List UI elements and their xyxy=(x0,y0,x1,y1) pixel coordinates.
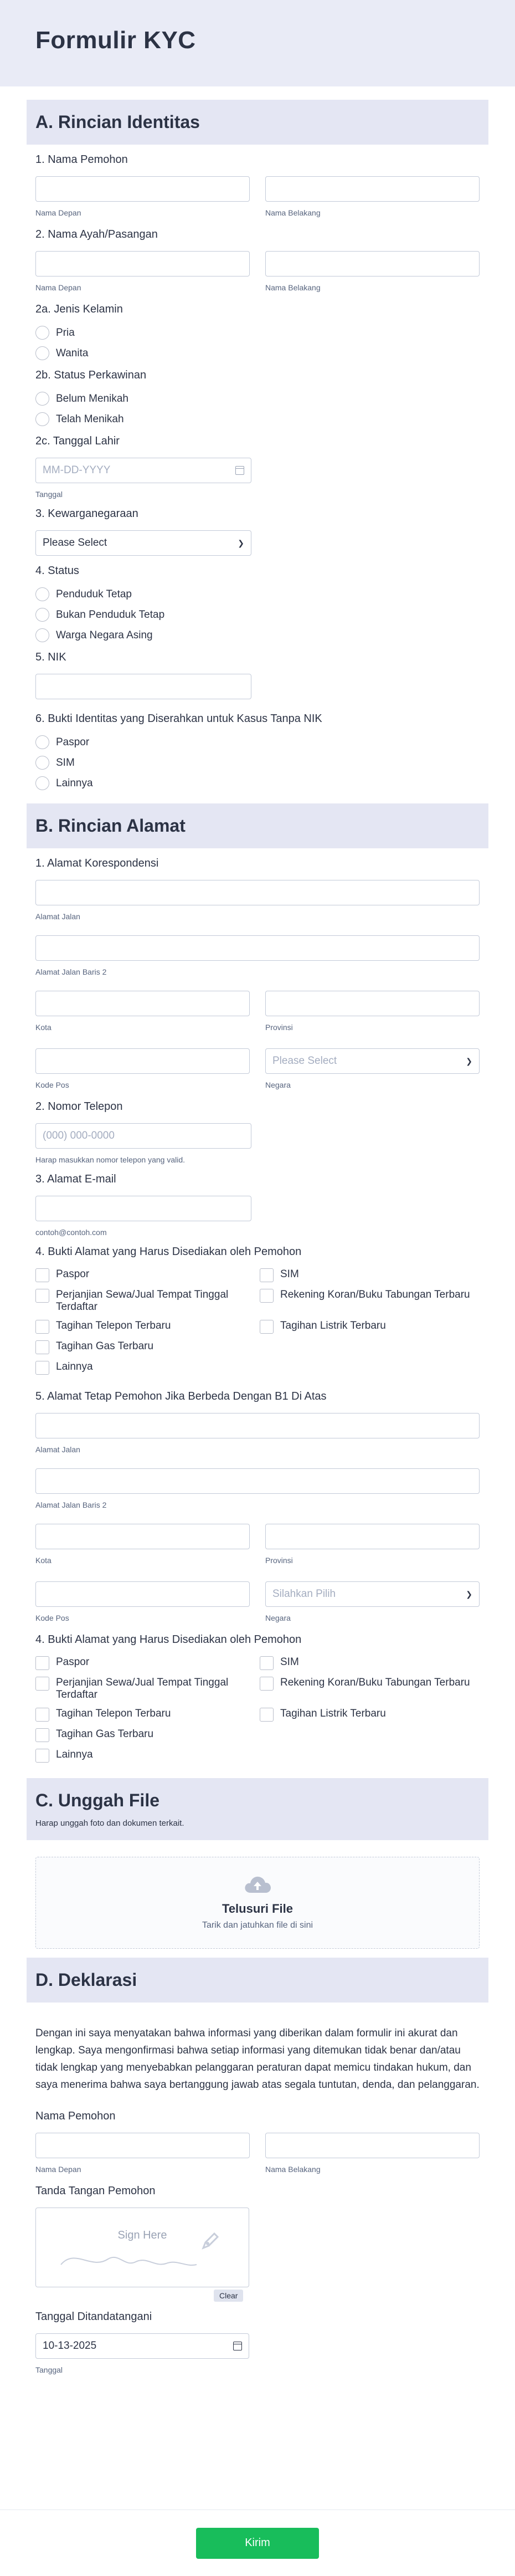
proof-option-other[interactable] xyxy=(35,1361,260,1375)
declaration-name-label: Nama Pemohon xyxy=(35,2110,116,2122)
street-input[interactable] xyxy=(35,880,480,905)
checkbox[interactable] xyxy=(260,1289,274,1303)
street-sublabel: Alamat Jalan xyxy=(35,1445,80,1454)
submit-button[interactable]: Kirim xyxy=(196,2528,319,2559)
option-label: SIM xyxy=(280,1656,299,1668)
date-placeholder: MM-DD-YYYY xyxy=(43,464,111,476)
id-proof-option-other[interactable] xyxy=(35,776,480,790)
section-a-header xyxy=(27,100,488,145)
chevron-down-icon: ❯ xyxy=(466,1589,472,1599)
proof-option-bank-statement[interactable] xyxy=(260,1289,484,1313)
parent-spouse-name-label: 2. Nama Ayah/Pasangan xyxy=(35,228,158,240)
option-label: Paspor xyxy=(56,1656,90,1668)
calendar-icon[interactable] xyxy=(233,2342,242,2350)
date-of-birth-field xyxy=(27,435,488,499)
form-body xyxy=(0,86,515,2374)
radio-button[interactable] xyxy=(35,326,49,340)
address-proof-label: 4. Bukti Alamat yang Harus Disediakan oleh Pemohon xyxy=(35,1246,302,1258)
residency-status-field xyxy=(27,565,488,642)
declaration-text: Dengan ini saya menyatakan bahwa informasi yang diberikan dalam formulir ini akurat dan lengkap. Saya mengonfirmasi bahwa setiap informasi yang ditemukan tidak benar dan/atau tidak lengkap yang menyebabkan pelanggaran peraturan dapat memicu tindakan hukum, dan saya menerima bahwa saya bertanggung jawab atas segala tuntutan, denda, dan pelanggaran. xyxy=(35,2027,480,2091)
proof2-option-gas-bill[interactable] xyxy=(35,1728,260,1742)
correspondence-address-field xyxy=(27,857,488,1092)
option-label: Lainnya xyxy=(56,777,93,789)
option-label: Lainnya xyxy=(56,1361,93,1372)
email-label: 3. Alamat E-mail xyxy=(35,1173,116,1185)
parent-spouse-name-field xyxy=(27,228,488,294)
declaration-first-name-input[interactable] xyxy=(35,2133,250,2158)
section-c-title: C. Unggah File xyxy=(35,1790,159,1810)
checkbox[interactable] xyxy=(35,1361,49,1375)
proof2-option-electricity-bill[interactable] xyxy=(260,1708,484,1722)
checkbox[interactable] xyxy=(35,1677,49,1691)
option-label: Penduduk Tetap xyxy=(56,588,132,600)
pen-icon xyxy=(199,2230,221,2252)
checkbox[interactable] xyxy=(35,1708,49,1722)
option-label: Belum Menikah xyxy=(56,392,128,404)
permanent-address-proof-field xyxy=(27,1633,488,1769)
section-a-title: A. Rincian Identitas xyxy=(35,112,200,132)
applicant-first-name-input[interactable] xyxy=(35,176,250,202)
option-label: Perjanjian Sewa/Jual Tempat Tinggal Terdaftar xyxy=(56,1289,229,1313)
signed-date-input[interactable] xyxy=(35,2333,249,2359)
clear-signature-button[interactable]: Clear xyxy=(214,2290,243,2302)
proof-option-lease[interactable] xyxy=(35,1289,260,1313)
checkbox[interactable] xyxy=(35,1656,49,1670)
checkbox[interactable] xyxy=(35,1728,49,1742)
option-label: Telah Menikah xyxy=(56,413,124,425)
city-input[interactable] xyxy=(35,991,250,1016)
radio-button[interactable] xyxy=(35,587,49,601)
applicant-name-label: 1. Nama Pemohon xyxy=(35,153,128,166)
option-label: Tagihan Gas Terbaru xyxy=(56,1728,154,1740)
checkbox[interactable] xyxy=(260,1708,274,1722)
radio-button[interactable] xyxy=(35,628,49,642)
upload-title: Telusuri File xyxy=(222,1902,293,1916)
permanent-city-input[interactable] xyxy=(35,1524,250,1549)
radio-button[interactable] xyxy=(35,735,49,749)
checkbox[interactable] xyxy=(35,1340,49,1354)
option-label: Rekening Koran/Buku Tabungan Terbaru xyxy=(280,1677,470,1688)
signature-pad[interactable] xyxy=(35,2208,249,2287)
address-proof-label: 4. Bukti Alamat yang Harus Disediakan oleh Pemohon xyxy=(35,1633,302,1646)
radio-button[interactable] xyxy=(35,412,49,426)
country-placeholder: Please Select xyxy=(272,1055,337,1067)
citizenship-label: 3. Kewarganegaraan xyxy=(35,508,138,520)
signature-field xyxy=(27,2185,488,2302)
email-input[interactable] xyxy=(35,1196,251,1221)
first-name-sublabel: Nama Depan xyxy=(35,283,81,292)
last-name-sublabel: Nama Belakang xyxy=(265,208,321,217)
date-of-birth-label: 2c. Tanggal Lahir xyxy=(35,435,120,447)
country-sublabel: Negara xyxy=(265,1080,291,1089)
street2-sublabel: Alamat Jalan Baris 2 xyxy=(35,967,107,976)
id-proof-label: 6. Bukti Identitas yang Diserahkan untuk Kasus Tanpa NIK xyxy=(35,713,322,725)
proof2-option-phone-bill[interactable] xyxy=(35,1708,260,1722)
checkbox[interactable] xyxy=(35,1320,49,1334)
date-sublabel: Tanggal xyxy=(35,490,63,499)
nik-field xyxy=(27,651,488,699)
date-sublabel: Tanggal xyxy=(35,2365,63,2374)
form-footer xyxy=(0,2510,515,2576)
section-c-subtitle: Harap unggah foto dan dokumen terkait. xyxy=(35,1819,184,1828)
option-label: Tagihan Gas Terbaru xyxy=(56,1340,154,1352)
section-d-header xyxy=(27,1958,488,2003)
section-d-title: D. Deklarasi xyxy=(35,1970,137,1990)
correspondence-address-label: 1. Alamat Korespondensi xyxy=(35,857,159,869)
nik-label: 5. NIK xyxy=(35,651,66,663)
option-label: Tagihan Listrik Terbaru xyxy=(280,1320,386,1331)
radio-button[interactable] xyxy=(35,776,49,790)
radio-button[interactable] xyxy=(35,608,49,622)
checkbox[interactable] xyxy=(35,1749,49,1763)
residency-status-label: 4. Status xyxy=(35,565,79,577)
proof2-option-other[interactable] xyxy=(35,1749,260,1763)
street2-sublabel: Alamat Jalan Baris 2 xyxy=(35,1500,107,1509)
country-select[interactable] xyxy=(265,1048,480,1074)
proof-option-gas-bill[interactable] xyxy=(35,1340,260,1354)
option-label: Warga Negara Asing xyxy=(56,629,153,641)
parent-first-name-input[interactable] xyxy=(35,251,250,276)
email-sublabel: contoh@contoh.com xyxy=(35,1228,107,1237)
last-name-sublabel: Nama Belakang xyxy=(265,2165,321,2174)
country-placeholder: Silahkan Pilih xyxy=(272,1588,336,1600)
gender-label: 2a. Jenis Kelamin xyxy=(35,303,123,315)
parent-last-name-input[interactable] xyxy=(265,251,480,276)
proof-option-electricity-bill[interactable] xyxy=(260,1320,484,1334)
postal-code-input[interactable] xyxy=(35,1048,250,1074)
country-sublabel: Negara xyxy=(265,1614,291,1622)
sign-here-hint: Sign Here xyxy=(117,2229,167,2241)
postal-code-sublabel: Kode Pos xyxy=(35,1080,69,1089)
option-label: Wanita xyxy=(56,347,89,359)
phone-sublabel: Harap masukkan nomor telepon yang valid. xyxy=(35,1155,186,1164)
email-field xyxy=(27,1173,488,1237)
declaration-name-field xyxy=(27,2110,488,2176)
option-label: Paspor xyxy=(56,736,90,748)
signature-label: Tanda Tangan Pemohon xyxy=(35,2185,156,2197)
option-label: Tagihan Telepon Terbaru xyxy=(56,1320,171,1331)
first-name-sublabel: Nama Depan xyxy=(35,208,81,217)
checkbox[interactable] xyxy=(260,1656,274,1670)
citizenship-selected: Please Select xyxy=(43,537,107,549)
signed-date-value: 10-13-2025 xyxy=(43,2340,97,2352)
permanent-postal-code-input[interactable] xyxy=(35,1581,250,1607)
status-option-permanent[interactable] xyxy=(35,587,480,601)
marital-option-single[interactable] xyxy=(35,392,480,406)
section-c-header xyxy=(27,1778,488,1840)
option-label: Bukan Penduduk Tetap xyxy=(56,608,165,621)
citizenship-field xyxy=(27,508,488,556)
street-sublabel: Alamat Jalan xyxy=(35,912,80,921)
postal-code-sublabel: Kode Pos xyxy=(35,1614,69,1622)
calendar-icon[interactable] xyxy=(235,466,244,475)
gender-option-pria[interactable] xyxy=(35,326,480,340)
radio-button[interactable] xyxy=(35,346,49,360)
form-header xyxy=(0,0,515,86)
date-of-birth-input[interactable] xyxy=(35,458,251,483)
id-proof-option-passport[interactable] xyxy=(35,735,480,749)
city-sublabel: Kota xyxy=(35,1023,51,1032)
option-label: Lainnya xyxy=(56,1749,93,1760)
section-b-header xyxy=(27,803,488,848)
status-option-non-permanent[interactable] xyxy=(35,608,480,622)
nik-input[interactable] xyxy=(35,674,251,699)
status-option-foreign[interactable] xyxy=(35,628,480,642)
form-title: Formulir KYC xyxy=(35,27,196,54)
checkbox[interactable] xyxy=(260,1677,274,1691)
province-input[interactable] xyxy=(265,991,480,1016)
phone-placeholder: (000) 000-0000 xyxy=(43,1130,115,1141)
permanent-province-input[interactable] xyxy=(265,1524,480,1549)
proof2-option-sim[interactable] xyxy=(260,1656,484,1670)
phone-field xyxy=(27,1100,488,1164)
chevron-down-icon: ❯ xyxy=(238,538,244,547)
proof-option-passport[interactable] xyxy=(35,1268,260,1282)
proof2-option-passport[interactable] xyxy=(35,1656,260,1670)
city-sublabel: Kota xyxy=(35,1556,51,1565)
marital-status-label: 2b. Status Perkawinan xyxy=(35,369,147,381)
proof2-option-lease[interactable] xyxy=(35,1677,260,1701)
chevron-down-icon: ❯ xyxy=(466,1056,472,1066)
option-label: Tagihan Telepon Terbaru xyxy=(56,1708,171,1719)
marital-status-field xyxy=(27,369,488,426)
option-label: Pria xyxy=(56,326,75,339)
section-b-title: B. Rincian Alamat xyxy=(35,816,186,836)
option-label: Paspor xyxy=(56,1268,90,1280)
citizenship-select[interactable] xyxy=(35,530,251,556)
option-label: Perjanjian Sewa/Jual Tempat Tinggal Terdaftar xyxy=(56,1677,229,1701)
last-name-sublabel: Nama Belakang xyxy=(265,283,321,292)
option-label: Rekening Koran/Buku Tabungan Terbaru xyxy=(280,1289,470,1300)
proof2-option-bank-statement[interactable] xyxy=(260,1677,484,1701)
province-sublabel: Provinsi xyxy=(265,1023,293,1032)
upload-subtitle: Tarik dan jatuhkan file di sini xyxy=(202,1921,313,1930)
address-proof-field xyxy=(27,1246,488,1381)
applicant-last-name-input[interactable] xyxy=(265,176,480,202)
signed-date-field xyxy=(27,2311,488,2374)
declaration-last-name-input[interactable] xyxy=(265,2133,480,2158)
file-upload-dropzone[interactable] xyxy=(35,1857,480,1949)
checkbox[interactable] xyxy=(35,1268,49,1282)
signed-date-label: Tanggal Ditandatangani xyxy=(35,2311,152,2323)
proof-option-phone-bill[interactable] xyxy=(35,1320,260,1334)
permanent-street2-input[interactable] xyxy=(35,1468,480,1494)
permanent-address-label: 5. Alamat Tetap Pemohon Jika Berbeda Dengan B1 Di Atas xyxy=(35,1390,327,1402)
radio-button[interactable] xyxy=(35,392,49,406)
option-label: SIM xyxy=(56,756,75,769)
option-label: Tagihan Listrik Terbaru xyxy=(280,1708,386,1719)
marital-option-married[interactable] xyxy=(35,412,480,426)
province-sublabel: Provinsi xyxy=(265,1556,293,1565)
gender-option-wanita[interactable] xyxy=(35,346,480,360)
checkbox[interactable] xyxy=(35,1289,49,1303)
id-proof-field xyxy=(27,713,488,790)
permanent-country-select[interactable] xyxy=(265,1581,480,1607)
phone-input[interactable] xyxy=(35,1123,251,1149)
cloud-upload-icon xyxy=(243,1875,272,1894)
applicant-name-field xyxy=(27,153,488,219)
radio-button[interactable] xyxy=(35,756,49,770)
first-name-sublabel: Nama Depan xyxy=(35,2165,81,2174)
id-proof-option-sim[interactable] xyxy=(35,756,480,770)
option-label: SIM xyxy=(280,1268,299,1280)
proof-option-sim[interactable] xyxy=(260,1268,484,1282)
checkbox[interactable] xyxy=(260,1320,274,1334)
permanent-address-field xyxy=(27,1390,488,1625)
street2-input[interactable] xyxy=(35,935,480,961)
gender-field xyxy=(27,303,488,360)
permanent-street-input[interactable] xyxy=(35,1413,480,1438)
phone-label: 2. Nomor Telepon xyxy=(35,1100,123,1113)
checkbox[interactable] xyxy=(260,1268,274,1282)
